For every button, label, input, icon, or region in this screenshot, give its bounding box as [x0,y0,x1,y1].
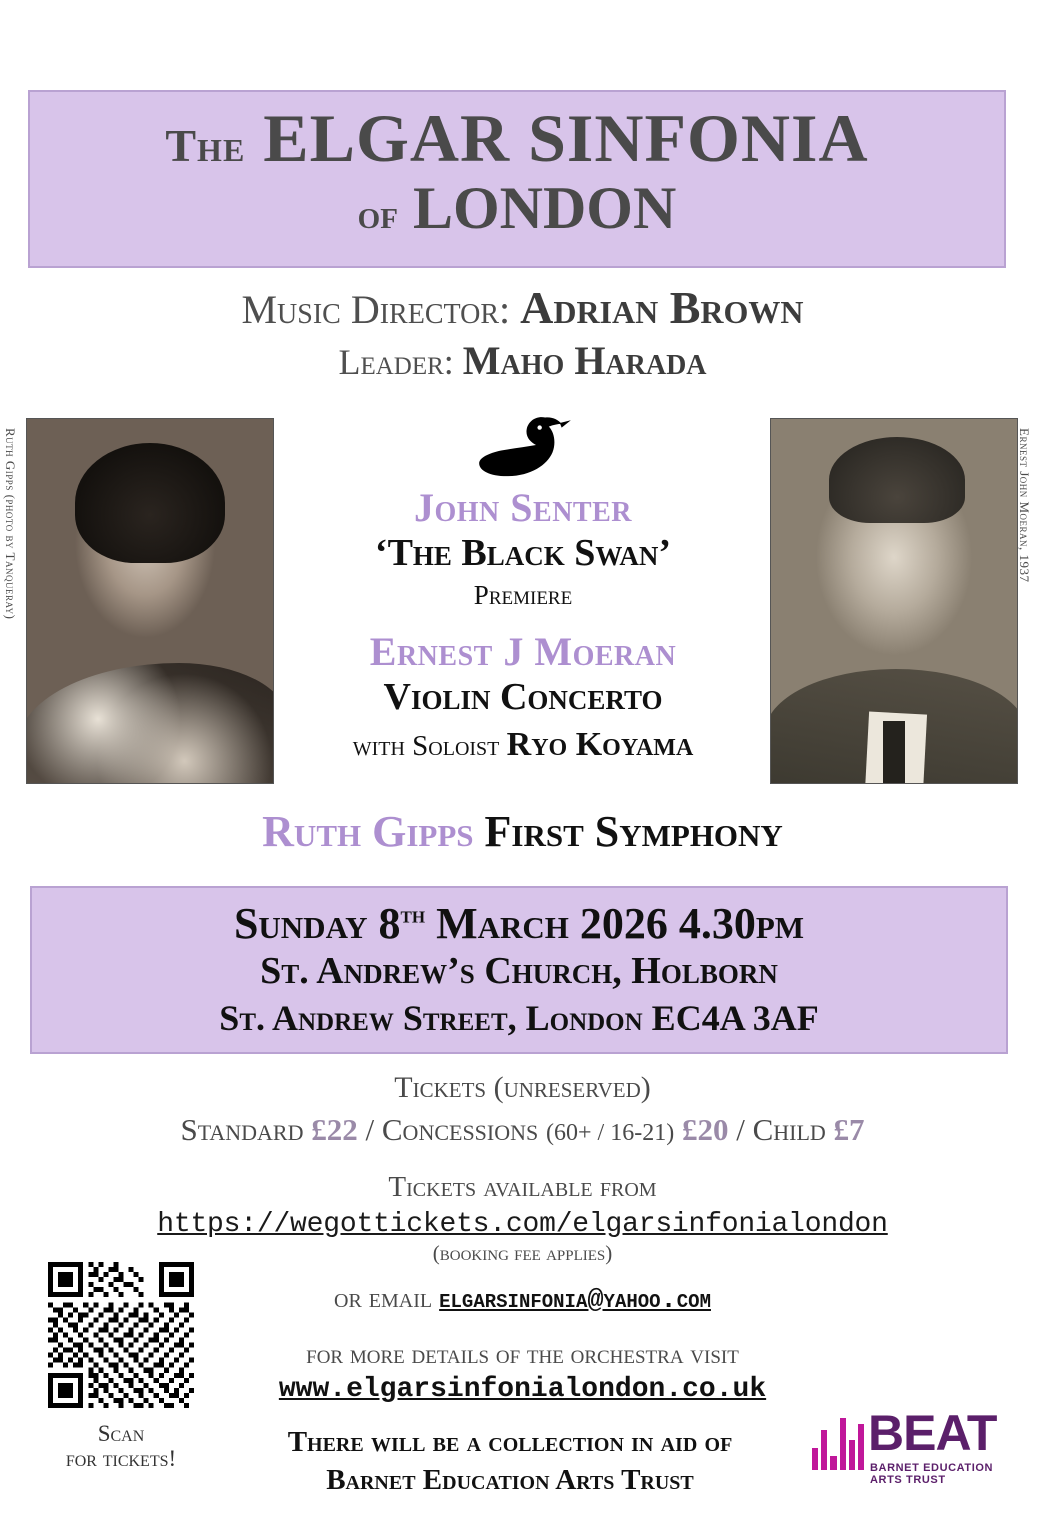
credits-block [0,282,1045,385]
programme-composer-1: John Senter [414,485,632,530]
child-label: Child [752,1112,826,1147]
ruth-gipps-photo [26,418,274,784]
leader-label: Leader: [338,341,454,382]
standard-price: £22 [311,1112,358,1147]
orchestra-title-line1 [30,100,1004,176]
concessions-price: £20 [681,1112,729,1147]
ticket-purchase-link[interactable]: https://wegottickets.com/elgarsinfonialondon [157,1208,888,1240]
qr-code-block [48,1262,194,1472]
spacer [282,613,764,629]
event-address: St. Andrew Street, London EC4A 3AF [219,997,819,1038]
concessions-detail: (60+ / 16-21) [546,1120,675,1146]
more-details-label: for more details of the orchestra visit [306,1338,739,1369]
event-date-main: Sunday 8 [233,899,401,948]
collection-notice [210,1424,810,1499]
event-date-rest: March 2026 4.30pm [425,899,805,948]
price-separator: / [365,1112,375,1147]
qr-code-icon[interactable] [48,1262,194,1408]
contact-email-link[interactable]: elgarsinfonia@yahoo.com [439,1285,711,1316]
photo-detail [883,721,905,784]
qr-label-line2: for tickets! [65,1446,177,1472]
qr-label-line1: Scan [97,1421,145,1446]
leader-name: Maho Harada [462,337,707,383]
soloist-name: Ryo Koyama [506,725,694,763]
title-the: The [165,120,246,171]
programme-soloist-line [282,723,764,767]
photo-detail [75,443,225,563]
poster-title-banner [28,90,1006,268]
orchestra-title-line2 [30,175,1004,241]
price-separator: / [736,1112,745,1147]
moeran-photo-caption: Ernest John Moeran, 1937 [1017,428,1032,583]
child-price: £7 [833,1112,865,1147]
soloist-prefix: with Soloist [352,729,500,762]
black-swan-icon [459,412,587,478]
programme-work-1: ‘The Black Swan’ [374,532,672,574]
beat-bars-icon [812,1412,864,1470]
music-director-name: Adrian Brown [520,282,804,333]
tickets-heading: Tickets (unreserved) [394,1071,651,1104]
qr-code-label [48,1421,194,1472]
tickets-available-from-label: Tickets available from [388,1170,657,1203]
beat-logo [812,1406,1012,1494]
beat-wordmark: BEAT [868,1405,997,1461]
photo-detail [26,663,274,784]
programme-item-gipps [0,808,1045,856]
title-city: LONDON [412,175,677,241]
beat-subtitle: BARNET EDUCATION ARTS TRUST [870,1462,994,1486]
orchestra-website-link[interactable]: www.elgarsinfonialondon.co.uk [278,1374,767,1406]
programme-composer-3: Ruth Gipps [262,807,474,856]
booking-fee-note: (booking fee applies) [432,1240,613,1265]
ruth-gipps-photo-caption: Ruth Gipps (photo by Tanqueray) [3,428,18,620]
programme-note-1: Premiere [473,579,573,610]
ticket-prices [0,1109,1045,1151]
title-orchestra-name: ELGAR SINFONIA [263,100,869,176]
event-details-banner [30,886,1008,1054]
event-date [32,900,1006,948]
programme-work-3: First Symphony [484,807,783,856]
collection-line-1: There will be a collection in aid of [287,1426,733,1458]
event-venue: St. Andrew’s Church, Holborn [260,950,778,993]
concessions-label: Concessions [381,1112,539,1147]
leader-line [0,337,1045,385]
title-of: of [357,192,398,238]
email-prefix: or email [334,1282,433,1314]
standard-label: Standard [180,1112,304,1147]
programme-list [282,412,764,767]
moeran-photo [770,418,1018,784]
programme-composer-2: Ernest J Moeran [369,629,677,675]
photo-detail [829,437,965,523]
collection-line-2: Barnet Education Arts Trust [326,1463,694,1496]
event-date-ordinal: th [400,902,426,929]
programme-work-2: Violin Concerto [383,676,663,719]
music-director-line [0,282,1045,335]
music-director-label: Music Director: [241,287,511,332]
